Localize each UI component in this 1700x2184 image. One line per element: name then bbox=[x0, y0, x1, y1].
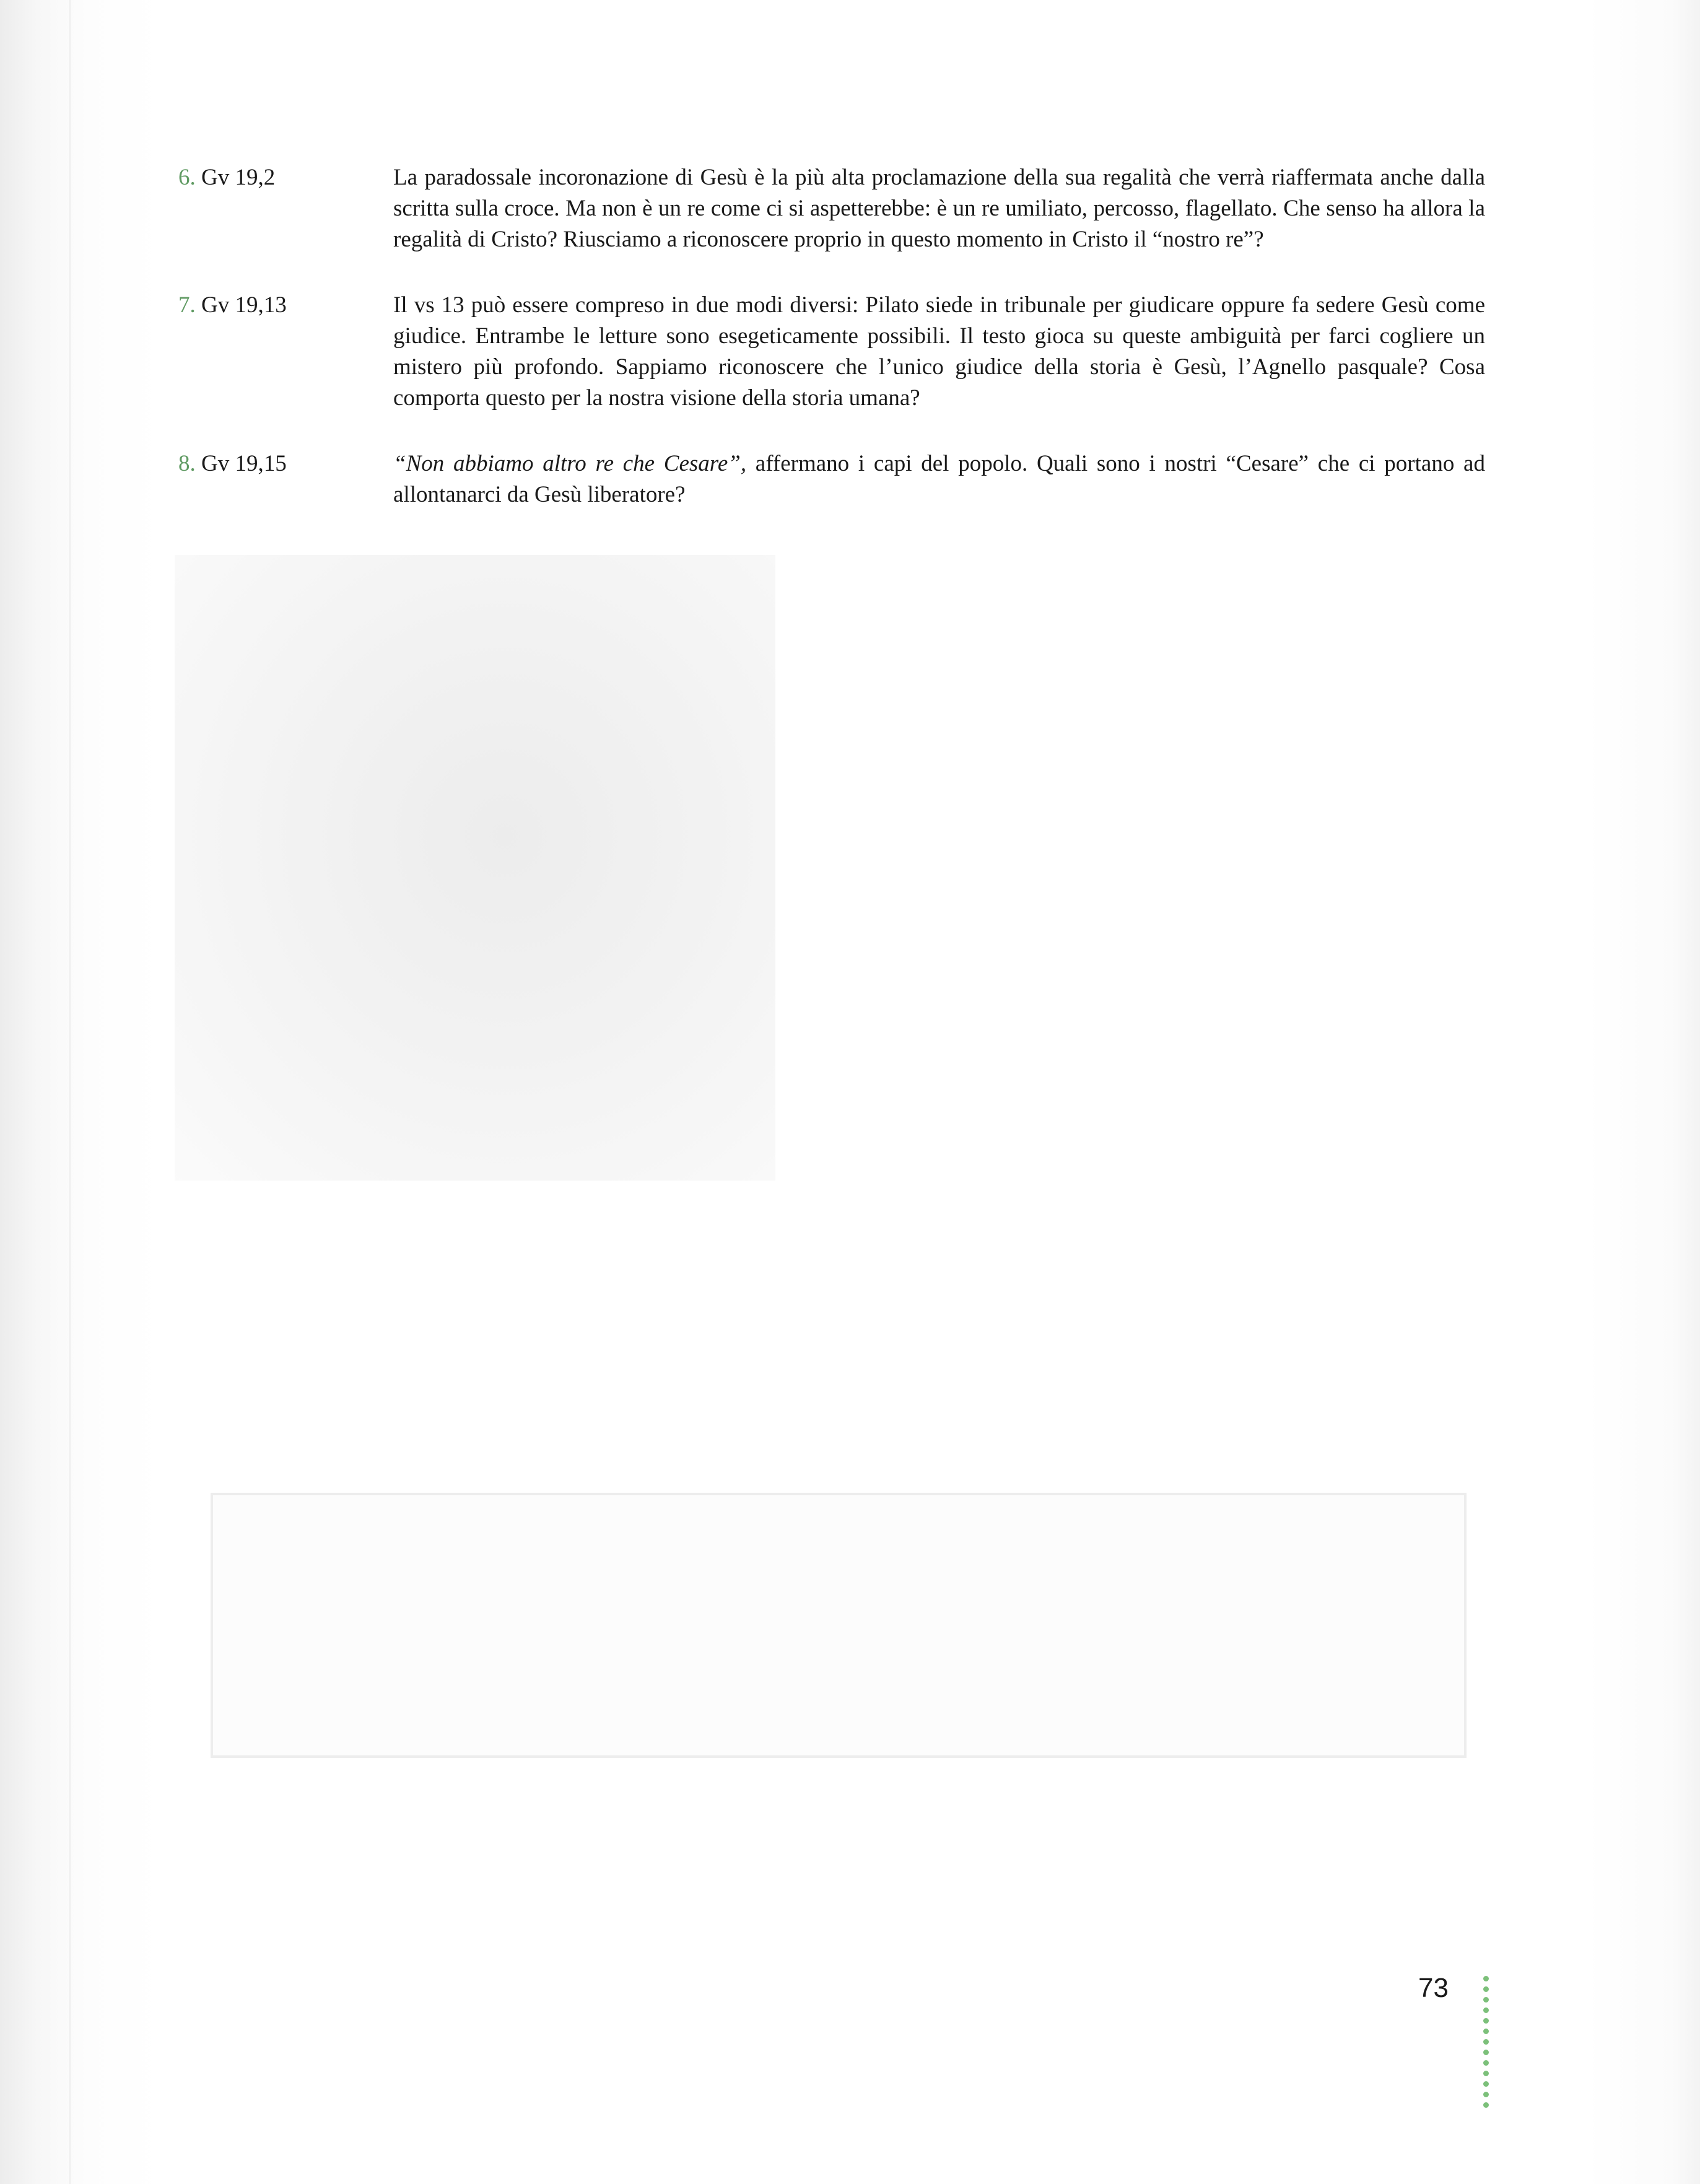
bible-reference: Gv 19,2 bbox=[201, 165, 276, 190]
entry-reference bbox=[178, 290, 393, 321]
entry-number: 6. bbox=[178, 165, 196, 190]
entry-text: Il vs 13 può essere compreso in due modi diversi: Pilato siede in tribunale per giudicare oppure fa sedere Gesù come giudice. Entrambe le letture sono esegeticamente possibili. Il testo gioca su queste ambiguità per farci cogliere un mistero più profondo. Sappiamo riconoscere che l’unico giudice della storia è Gesù, l’Agnello pasquale? Cosa comporta questo per la nostra visione della storia umana? bbox=[393, 292, 1485, 411]
dot-ornament bbox=[1483, 2102, 1489, 2108]
entry-body bbox=[393, 290, 1485, 414]
dot-ornament bbox=[1483, 1976, 1489, 1981]
decorative-dots bbox=[1483, 1976, 1491, 2108]
question-list bbox=[178, 162, 1485, 545]
question-entry-6 bbox=[178, 162, 1485, 255]
dot-ornament bbox=[1483, 1986, 1489, 1992]
question-entry-7 bbox=[178, 290, 1485, 414]
dot-ornament bbox=[1483, 2060, 1489, 2066]
dot-ornament bbox=[1483, 2081, 1489, 2087]
entry-body bbox=[393, 162, 1485, 255]
dot-ornament bbox=[1483, 2050, 1489, 2055]
dot-ornament bbox=[1483, 2092, 1489, 2097]
entry-reference bbox=[178, 162, 393, 193]
bible-reference: Gv 19,13 bbox=[201, 292, 287, 318]
show-through-image bbox=[175, 555, 775, 1181]
entry-quote: “Non abbiamo altro re che Cesare”, bbox=[393, 451, 747, 476]
dot-ornament bbox=[1483, 2071, 1489, 2076]
entry-text: La paradossale incoronazione di Gesù è la più alta proclamazione della sua regalità che verrà riaffermata anche dalla scritta sulla croce. Ma non è un re come ci si aspetterebbe: è un re umiliato, percosso, flagellato. Che senso ha allora la regalità di Cristo? Riusciamo a riconoscere proprio in questo momento in Cristo il “nostro re”? bbox=[393, 165, 1485, 252]
entry-body bbox=[393, 448, 1485, 510]
question-entry-8 bbox=[178, 448, 1485, 510]
dot-ornament bbox=[1483, 2029, 1489, 2034]
entry-reference bbox=[178, 448, 393, 479]
bible-reference: Gv 19,15 bbox=[201, 451, 287, 476]
dot-ornament bbox=[1483, 2007, 1489, 2013]
dot-ornament bbox=[1483, 2039, 1489, 2045]
book-spine-shadow bbox=[69, 0, 71, 2184]
dot-ornament bbox=[1483, 1997, 1489, 2003]
entry-number: 7. bbox=[178, 292, 196, 318]
dot-ornament bbox=[1483, 2018, 1489, 2024]
show-through-box bbox=[211, 1493, 1467, 1758]
entry-number: 8. bbox=[178, 451, 196, 476]
page-number: 73 bbox=[1418, 1973, 1449, 2003]
entry-text: affermano i capi del popolo. Quali sono i nostri “Cesare” che ci portano ad allontanarci da Gesù liberatore? bbox=[393, 451, 1485, 507]
